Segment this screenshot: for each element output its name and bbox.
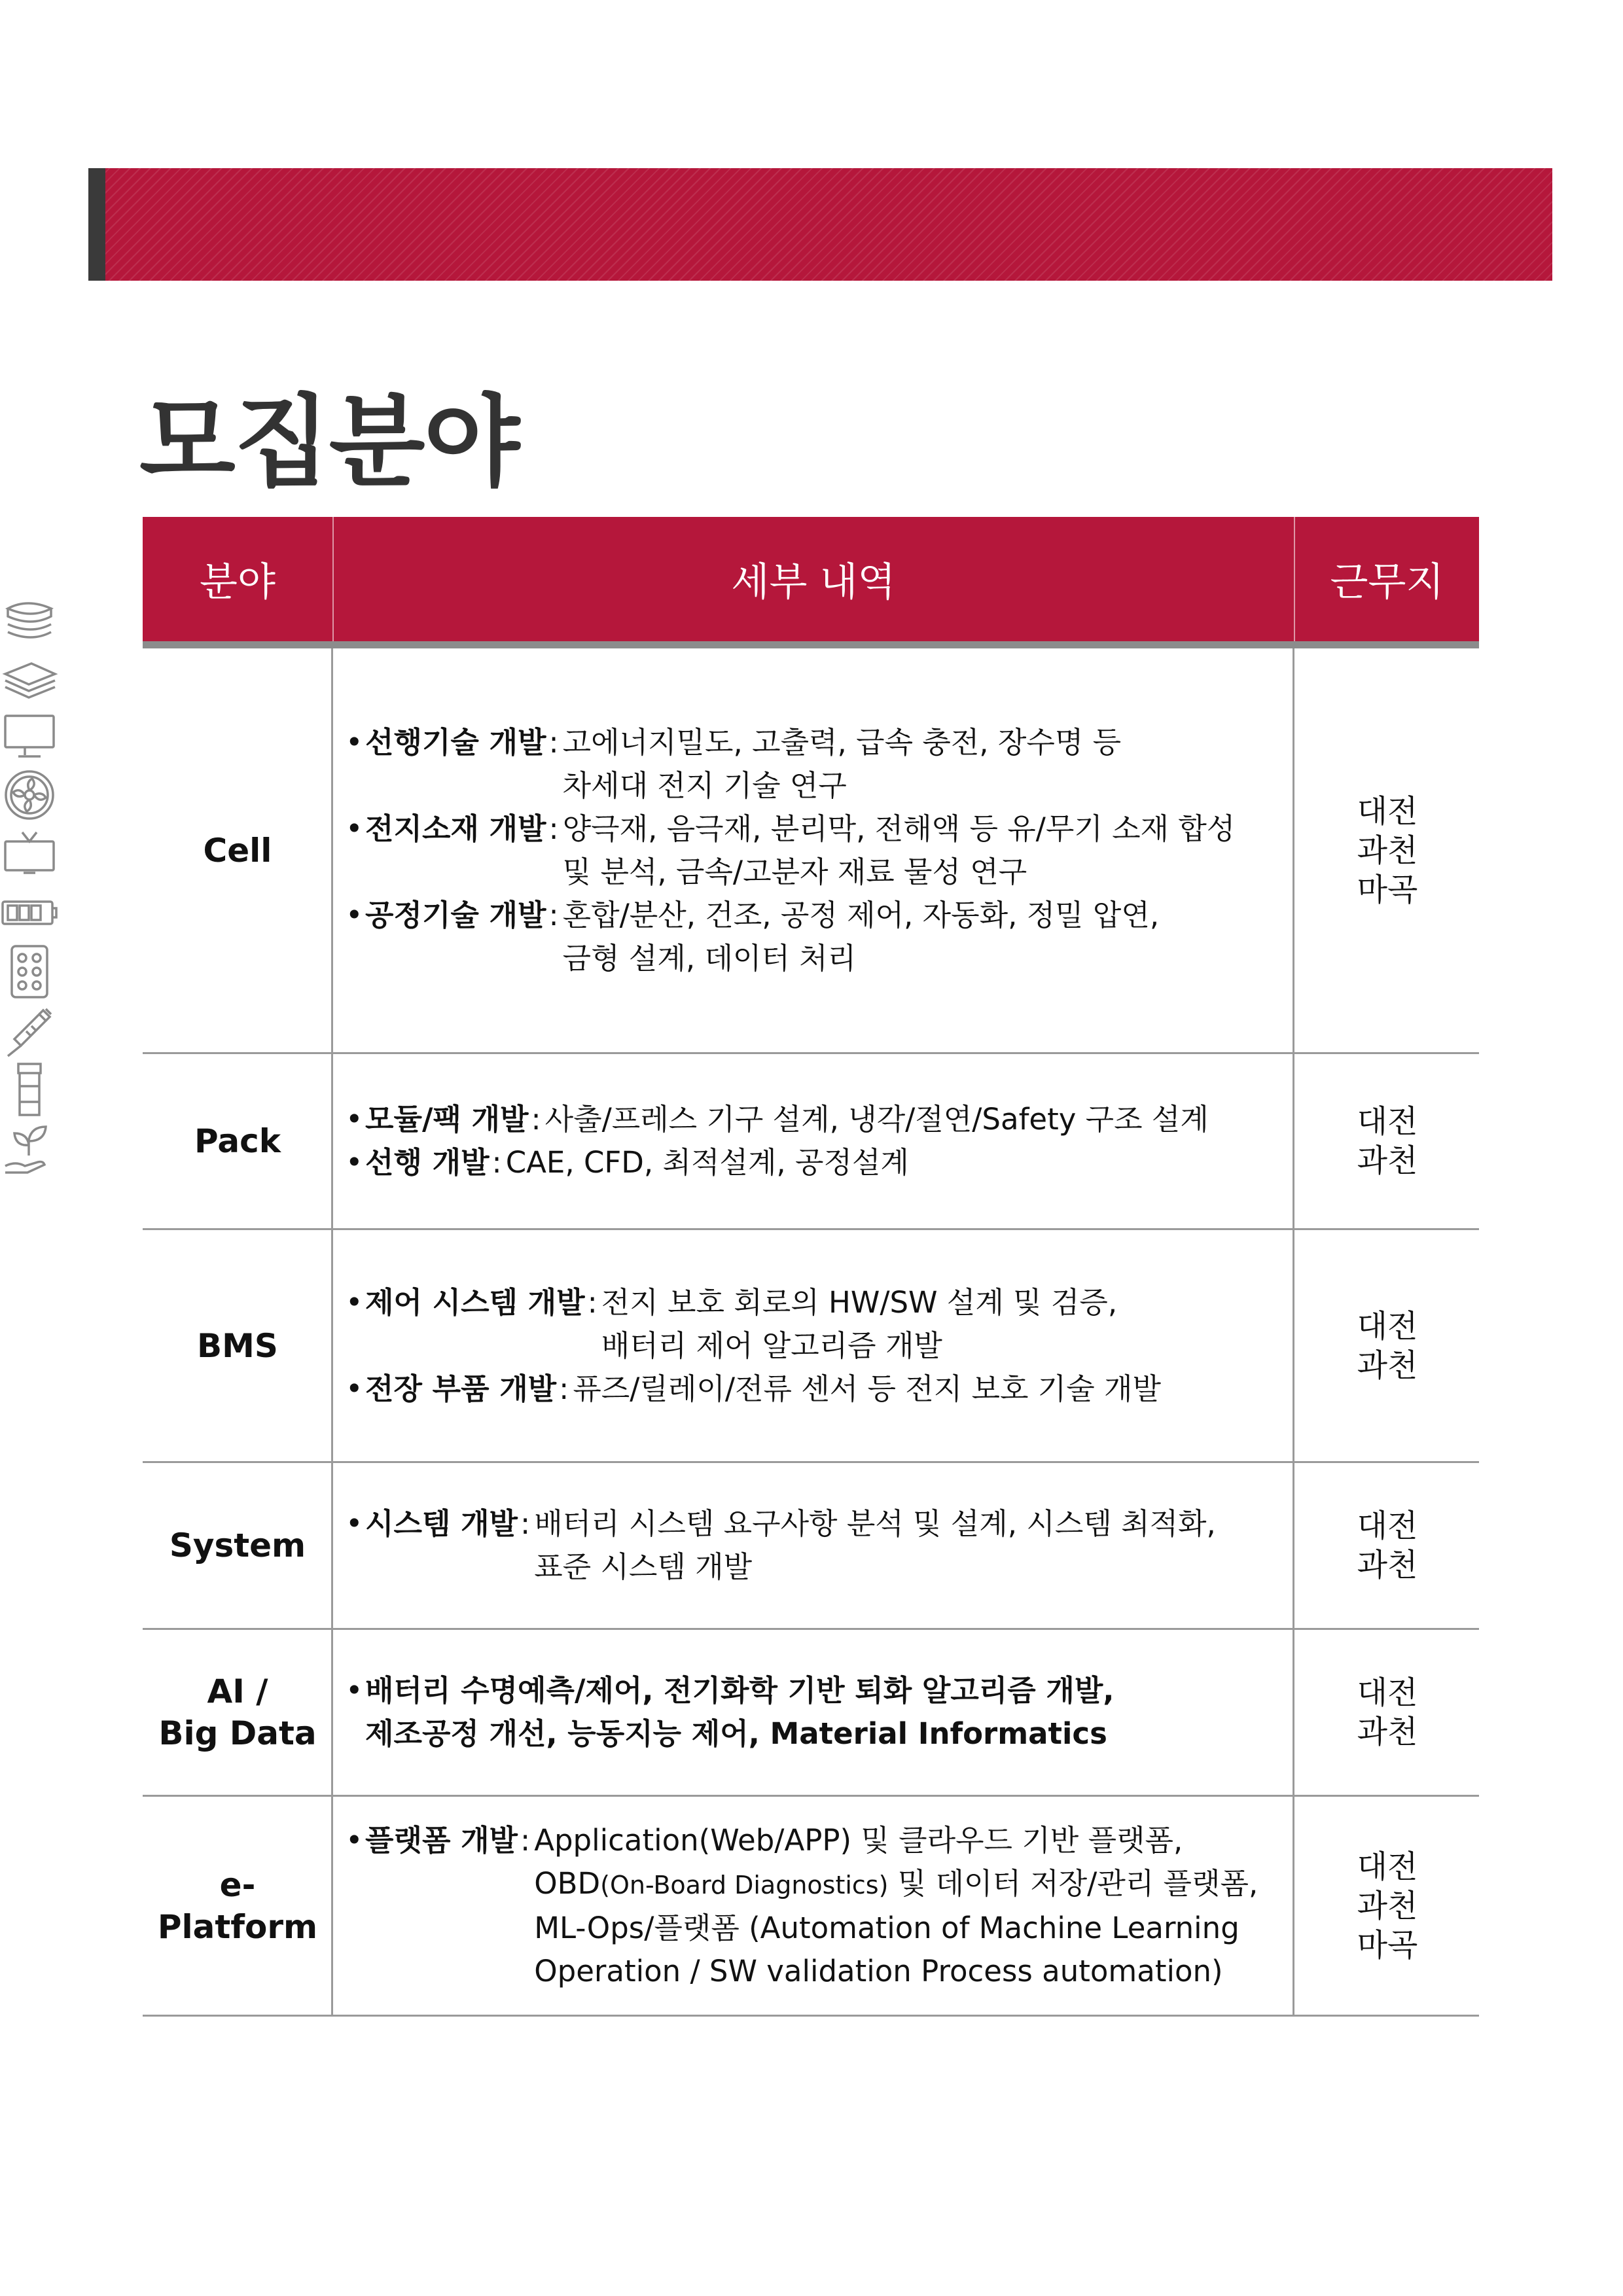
- banner-accent-bar: [88, 168, 105, 281]
- field-cell: BMS: [197, 1326, 278, 1365]
- list-item: • 공정기술 개발 : 혼합/분산, 건조, 공정 제어, 자동화, 정밀 압연, 금형 설계, 데이터 처리: [346, 897, 1160, 976]
- location-cell: 대전 과천: [1357, 1674, 1418, 1750]
- bottles-bag-icon: [0, 59, 1623, 118]
- detail-cell: [346, 1630, 1283, 1795]
- table-row: [143, 1230, 1479, 1463]
- field-cell: System: [169, 1527, 306, 1564]
- location-cell: 대전 과천: [1357, 1103, 1418, 1179]
- field-cell: AI / Big Data: [158, 1672, 317, 1752]
- header-detail: 세부 내역: [731, 559, 896, 605]
- field-cell: e- Platform: [157, 1865, 318, 1946]
- list-item: • 모듈/팩 개발 : 사출/프레스 기구 설계, 냉각/절연/Safety 구조 설계: [346, 1102, 1209, 1137]
- category-banner: [88, 168, 1552, 281]
- table-header: [143, 517, 1479, 648]
- table-row: [143, 1630, 1479, 1797]
- location-cell: 대전 과천 마곡: [1357, 792, 1418, 908]
- top-icon-row: [0, 0, 1623, 589]
- recruitment-table: [143, 517, 1479, 2017]
- detail-cell: [346, 1463, 1283, 1628]
- factory-icon: [0, 0, 1623, 59]
- list-item: • 전지소재 개발 : 양극재, 음극재, 분리막, 전해액 등 유/무기 소재 합성 및 분석, 금속/고분자 재료 물성 연구: [346, 811, 1236, 889]
- detail-cell: [346, 648, 1283, 1052]
- location-cell: 대전 과천: [1357, 1508, 1418, 1583]
- detail-cell: [346, 1797, 1283, 2015]
- list-item: • 제어 시스템 개발 : 전지 보호 회로의 HW/SW 설계 및 검증, 배터리 제어 알고리즘 개발: [346, 1284, 1118, 1363]
- page-title: 모집분야: [139, 384, 519, 500]
- table-row: [143, 1463, 1479, 1630]
- location-cell: 대전 과천: [1357, 1307, 1418, 1384]
- table-row: [143, 648, 1479, 1054]
- list-item: • 배터리 수명예측/제어, 전기화학 기반 퇴화 알고리즘 개발, 제조공정 개선, 능동지능 제어, Material Informatics: [346, 1673, 1115, 1751]
- paint-can-brush-icon: [0, 294, 1623, 353]
- table-row: [143, 1797, 1479, 2017]
- header-location: 근무지: [1330, 559, 1444, 605]
- list-item: • 플랫폼 개발 : Application(Web/APP) 및 클라우드 기반 플랫폼, OBD(On-Board Diagnostics) 및 데이터 저장/관리 플랫폼, ML-Ops/플랫폼 (Automation of Machine Learning Operation / SW validation Process automation): [346, 1822, 1258, 1988]
- list-item: • 시스템 개발 : 배터리 시스템 요구사항 분석 및 설계, 시스템 최적화, 표준 시스템 개발: [346, 1506, 1216, 1584]
- field-cell: Pack: [194, 1122, 281, 1160]
- table-row: [143, 1054, 1479, 1230]
- field-cell: Cell: [203, 831, 272, 870]
- detail-cell: [346, 1054, 1283, 1228]
- header-field: 분야: [200, 559, 276, 605]
- list-item: • 선행 개발 : CAE, CFD, 최적설계, 공정설계: [346, 1145, 909, 1180]
- list-item: • 전장 부품 개발 : 퓨즈/릴레이/전류 센서 등 전지 보호 기술 개발: [346, 1371, 1161, 1406]
- list-item: • 선행기술 개발 : 고에너지밀도, 고출력, 급속 충전, 장수명 등 차세대 전지 기술 연구: [346, 724, 1122, 803]
- location-cell: 대전 과천 마곡: [1357, 1848, 1418, 1964]
- detail-cell: [346, 1230, 1283, 1461]
